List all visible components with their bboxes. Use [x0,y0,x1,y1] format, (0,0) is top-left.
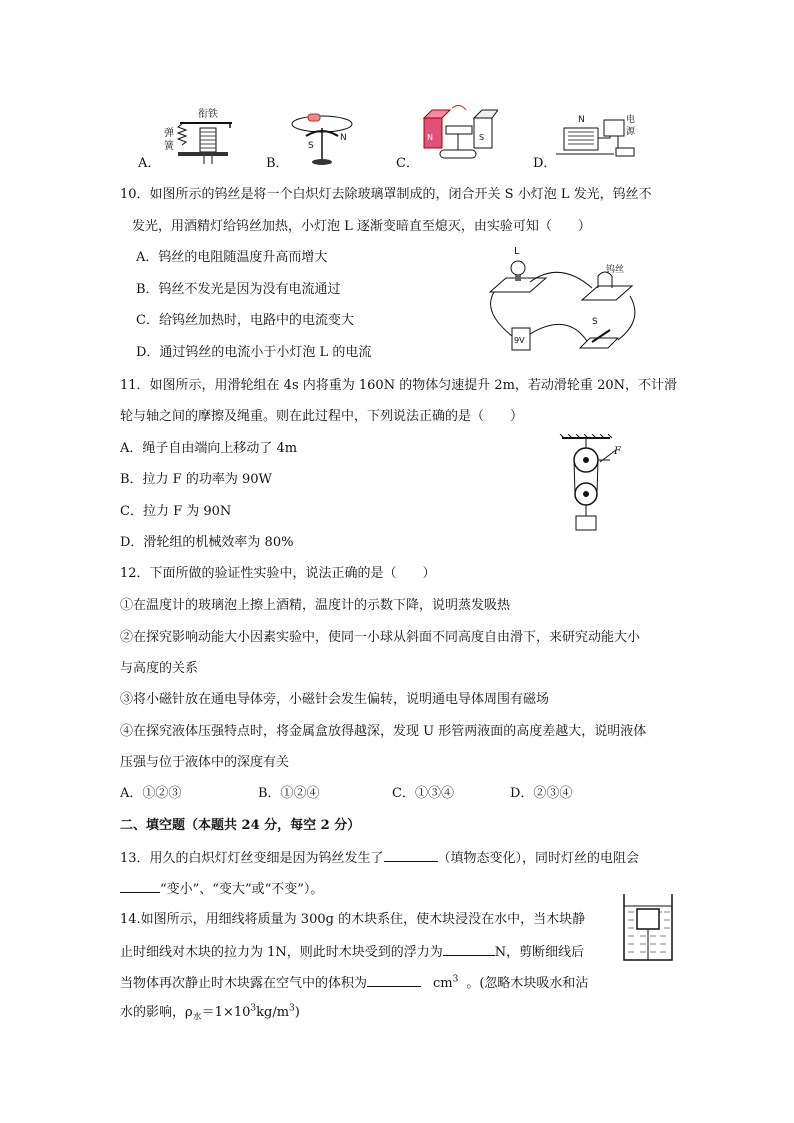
q10-option-d: D．通过钨丝的电流小于小灯泡 L 的电流 [136,345,372,360]
q9-figure-c [418,104,498,164]
q10-circuit-figure [486,242,646,356]
q9-figure-a [160,106,236,168]
q14-text-h: ) [294,1005,300,1020]
q13-blank-1[interactable] [384,849,438,862]
q10-option-a: A．钨丝的电阻随温度升高而增大 [136,250,328,265]
q11-option-b: B．拉力 F 的功率为 90W [120,472,272,487]
spring-label-1: 弹 [164,128,174,139]
magnet-s-label: S [479,133,485,142]
q12-item-4: ④在探究液体压强特点时，将金属盒放得越深，发现 U 形管两液面的高度差越大，说明液体 [120,724,647,739]
q10-stem-line2: 发光，用酒精灯给钨丝加热，小灯泡 L 逐渐变暗直至熄灭，由实验可知（ ） [132,219,591,234]
q11-stem-line2: 轮与轴之间的摩擦及绳重。则在此过程中，下列说法正确的是（ ） [120,409,524,424]
spring-label-2: 簧 [164,141,174,152]
q14-line4 [120,1005,300,1021]
q14-line3 [120,974,588,992]
q14-rho-sub: 水 [192,1012,202,1023]
q12-option-a: A．①②③ [120,786,182,801]
q9-figure-b [288,110,358,166]
magnet-n-label: N [427,133,433,142]
force-f-label: F [614,446,621,457]
q11-option-c: C．拉力 F 为 90N [120,504,232,519]
q12-item-3: ③将小磁针放在通电导体旁，小磁针会发生偏转，说明通电导体周围有磁场 [120,692,550,707]
q11-option-d: D．滑轮组的机械效率为 80% [120,535,294,550]
q10-option-c: C．给钨丝加热时，电路中的电流变大 [136,313,354,328]
q12-item-2: ②在探究影响动能大小因素实验中，使同一小球从斜面不同高度自由滑下，来研究动能大小 [120,630,641,645]
q12-option-c: C．①③④ [392,786,454,801]
power-label-1: 电 [626,115,636,125]
q14-exp-2: 3 [289,1003,295,1014]
q11-pulley-figure [556,434,626,534]
armature-label: 衔铁 [198,109,218,120]
section-title-fill-blank: 二、填空题（本题共 24 分，每空 2 分） [120,818,361,833]
q14-line1: 14.如图所示，用细线将质量为 300g 的木块系住，使木块浸没在水中，当木块静 [120,912,586,927]
q13-text-b: （填物态变化），同时灯丝的电阻会 [437,851,640,866]
lamp-l-label: L [514,246,520,257]
q14-text-a: 止时细线对木块的拉力为 1N，则此时木块受到的浮力为 [120,945,443,960]
q13-blank-2[interactable] [120,880,160,893]
q10-stem-line1: 10．如图所示的钨丝是将一个白炽灯去除玻璃罩制成的，闭合开关 S 小灯泡 L 发光，钨丝不 [120,187,652,202]
pole-n-label: N [340,133,347,143]
q14-text-e: 水的影响，ρ [120,1005,193,1020]
q9-option-b: B． [266,156,289,171]
power-label-2: 源 [626,127,636,137]
q14-text-g: kg/m [256,1005,290,1020]
q14-exp-1: 3 [250,1003,257,1014]
q14-blank-1[interactable] [443,943,495,956]
q14-text-f: ＝1×10 [201,1005,251,1020]
q13-text-a: 13．用久的白炽灯灯丝变细是因为钨丝发生了 [120,851,384,866]
q13-line2 [120,880,323,898]
q14-text-b: N，剪断细线后 [494,945,585,960]
q14-unit: cm [433,976,453,991]
q11-option-a: A．绳子自由端向上移动了 4m [120,441,298,456]
q14-text-d: 。(忽略木块吸水和沾 [466,976,589,991]
q14-line2 [120,943,584,961]
q13-line1 [120,849,639,867]
q9-figure-d [556,110,640,164]
q10-option-b: B．钨丝不发光是因为没有电流通过 [136,282,341,297]
q14-blank-2[interactable] [367,974,421,987]
q12-option-d: D．②③④ [510,786,573,801]
q12-option-b: B．①②④ [258,786,320,801]
q12-item-1: ①在温度计的玻璃泡上擦上酒精，温度计的示数下降，说明蒸发吸热 [120,598,511,613]
q12-item-4-cont: 压强与位于液体中的深度有关 [120,755,290,770]
q14-text-c: 当物体再次静止时木块露在空气中的体积为 [120,976,368,991]
switch-s-label: S [592,317,598,327]
pole-s-label: S [308,141,314,151]
q9-option-c: C． [396,156,419,171]
q9-option-a: A． [138,156,161,171]
q14-unit-exp: 3 [452,974,459,985]
tungsten-label: 钨丝 [606,265,625,275]
pole-n-label-d: N [578,115,585,125]
q12-item-2-cont: 与高度的关系 [120,661,199,676]
q13-text-c: “变小”、“变大”或“不变”）。 [160,882,324,897]
battery-label: 9V [514,336,525,345]
q14-beaker-figure [620,892,676,964]
q12-stem: 12．下面所做的验证性实验中，说法正确的是（ ） [120,566,436,581]
q9-option-d: D． [533,156,557,171]
q11-stem-line1: 11．如图所示，用滑轮组在 4s 内将重为 160N 的物体匀速提升 2m，若动滑轮重 20N，不计滑 [120,378,677,393]
